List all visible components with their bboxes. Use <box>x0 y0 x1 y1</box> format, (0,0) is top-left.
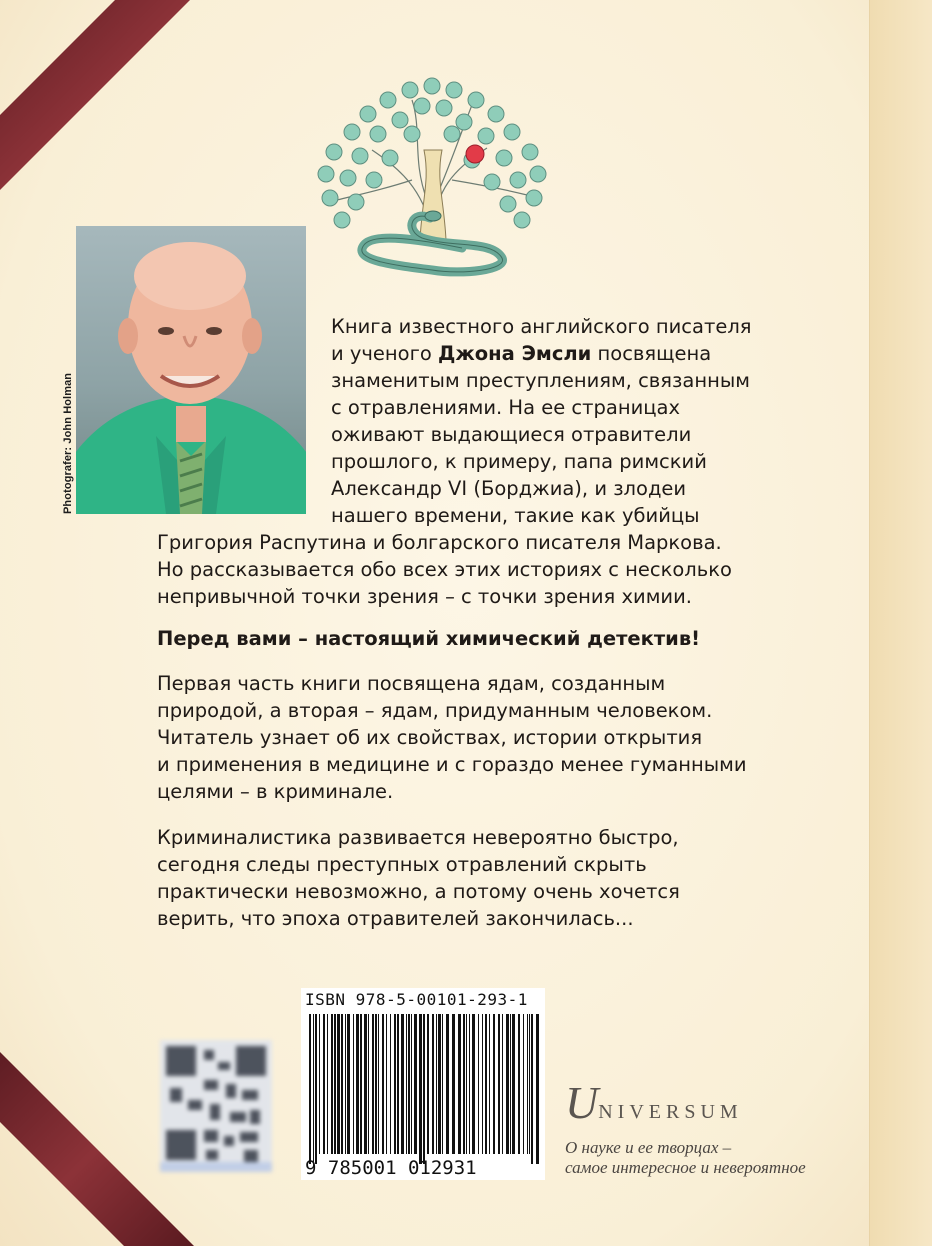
barcode-bar <box>378 1014 379 1154</box>
text-line: и применения в медицине и с гораздо менее гуманными <box>157 753 747 776</box>
barcode-bars <box>301 988 545 1180</box>
barcode-bar <box>482 1014 483 1154</box>
text-line: сегодня следы преступных отравлений скрыть <box>157 853 647 876</box>
description-top <box>331 313 752 529</box>
barcode-bar <box>527 1014 528 1154</box>
text-line: нашего времени, такие как убийцы <box>331 504 700 527</box>
barcode-bar <box>368 1014 369 1154</box>
text-line: Книга известного английского писателя <box>331 315 752 338</box>
barcode-bar <box>414 1014 417 1154</box>
barcode-bar <box>469 1014 470 1154</box>
slogan-line: самое интересное и невероятное <box>565 1158 806 1177</box>
text-line: Первая часть книги посвящена ядам, созданным <box>157 672 666 695</box>
barcode-bar <box>406 1014 407 1154</box>
text-line: Читатель узнает об их свойствах, истории открытия <box>157 726 703 749</box>
barcode-bar <box>386 1014 387 1154</box>
qr-code-icon <box>160 1040 272 1172</box>
barcode-bar <box>458 1014 461 1154</box>
barcode-bar <box>337 1014 340 1154</box>
barcode-bar <box>423 1014 425 1164</box>
barcode-bar <box>382 1014 384 1154</box>
publisher-initial: U <box>565 1077 599 1128</box>
barcode-bar <box>463 1014 465 1154</box>
barcode-bar <box>432 1014 434 1154</box>
barcode-bar <box>536 1014 539 1164</box>
barcode-bar <box>397 1014 399 1154</box>
text-fragment: и ученого <box>331 342 438 365</box>
text-line: прошлого, к примеру, папа римский <box>331 450 707 473</box>
barcode-bar <box>345 1014 346 1154</box>
barcode-bar <box>347 1014 350 1154</box>
barcode-bar <box>523 1014 524 1154</box>
barcode-bar <box>364 1014 367 1154</box>
barcode-bar <box>353 1014 354 1154</box>
barcode-bar <box>313 1014 314 1164</box>
text-line: целями – в криминале. <box>157 780 394 803</box>
barcode-bar <box>506 1014 509 1154</box>
barcode-bar <box>315 1014 317 1164</box>
barcode-bar <box>466 1014 467 1154</box>
publisher-slogan <box>565 1138 806 1178</box>
description-bottom <box>157 529 732 610</box>
text-fragment: посвящена <box>591 342 712 365</box>
text-line: Александр VI (Борджиа), и злодеи <box>331 477 687 500</box>
barcode-bar <box>341 1014 343 1154</box>
barcode-bar <box>493 1014 495 1154</box>
barcode-bar <box>518 1014 520 1154</box>
barcode-bar <box>446 1014 449 1154</box>
barcode-bar <box>390 1014 391 1154</box>
barcode-bar <box>331 1014 333 1154</box>
paragraph-2 <box>157 670 747 805</box>
publisher-name: NIVERSUM <box>598 1101 743 1123</box>
barcode-bar <box>438 1014 441 1154</box>
text-line: непривычной точки зрения – с точки зрения химии. <box>157 585 692 608</box>
barcode-bar <box>485 1014 487 1154</box>
barcode-bar <box>372 1014 374 1154</box>
barcode-bar <box>512 1014 515 1154</box>
barcode-bar <box>356 1014 359 1154</box>
barcode-bar <box>427 1014 429 1154</box>
barcode-bar <box>334 1014 336 1154</box>
barcode <box>301 988 545 1180</box>
text-line <box>331 340 752 367</box>
text-line: оживают выдающиеся отравители <box>331 423 692 446</box>
barcode-bar <box>472 1014 475 1154</box>
barcode-bar <box>478 1014 479 1154</box>
isbn-label: ISBN 978-5-00101-293-1 <box>305 990 528 1009</box>
barcode-bar <box>452 1014 455 1154</box>
barcode-bar <box>529 1014 530 1154</box>
barcode-digits: 9 785001 012931 <box>305 1157 477 1179</box>
publisher-logo <box>565 1076 743 1129</box>
text-line: практически невозможно, а потому очень хочется <box>157 880 680 903</box>
barcode-bar <box>489 1014 490 1154</box>
text-line: Но рассказывается обо всех этих историях с несколько <box>157 558 732 581</box>
headline: Перед вами – настоящий химический детектив! <box>157 627 701 650</box>
barcode-bar <box>394 1014 396 1154</box>
tree-serpent-icon <box>312 70 552 280</box>
paragraph-3 <box>157 824 680 932</box>
barcode-bar <box>442 1014 443 1154</box>
text-line: Криминалистика развивается невероятно быстро, <box>157 826 679 849</box>
barcode-bar <box>419 1014 422 1164</box>
barcode-bar <box>309 1014 311 1164</box>
barcode-bar <box>360 1014 362 1154</box>
barcode-bar <box>510 1014 511 1154</box>
slogan-line: О науке и ее творцах – <box>565 1138 732 1157</box>
barcode-bar <box>401 1014 404 1154</box>
barcode-bar <box>502 1014 503 1154</box>
text-line: верить, что эпоха отравителей закончилась... <box>157 907 634 930</box>
barcode-bar <box>327 1014 328 1154</box>
barcode-bar <box>408 1014 410 1154</box>
text-line: Григория Распутина и болгарского писателя Маркова. <box>157 531 722 554</box>
text-line: знаменитым преступлениям, связанным <box>331 369 750 392</box>
barcode-bar <box>436 1014 437 1154</box>
barcode-bar <box>411 1014 412 1154</box>
barcode-bar <box>531 1014 533 1164</box>
text-line: с отравлениями. На ее страницах <box>331 396 681 419</box>
barcode-bar <box>498 1014 500 1154</box>
barcode-bar <box>319 1014 320 1154</box>
text-line: природой, а вторая – ядам, придуманным человеком. <box>157 699 713 722</box>
barcode-bar <box>323 1014 325 1154</box>
author-photo <box>76 226 306 514</box>
author-name: Джона Эмсли <box>437 342 592 365</box>
barcode-bar <box>375 1014 377 1154</box>
photo-credit: Photografer: John Holman <box>62 372 74 514</box>
